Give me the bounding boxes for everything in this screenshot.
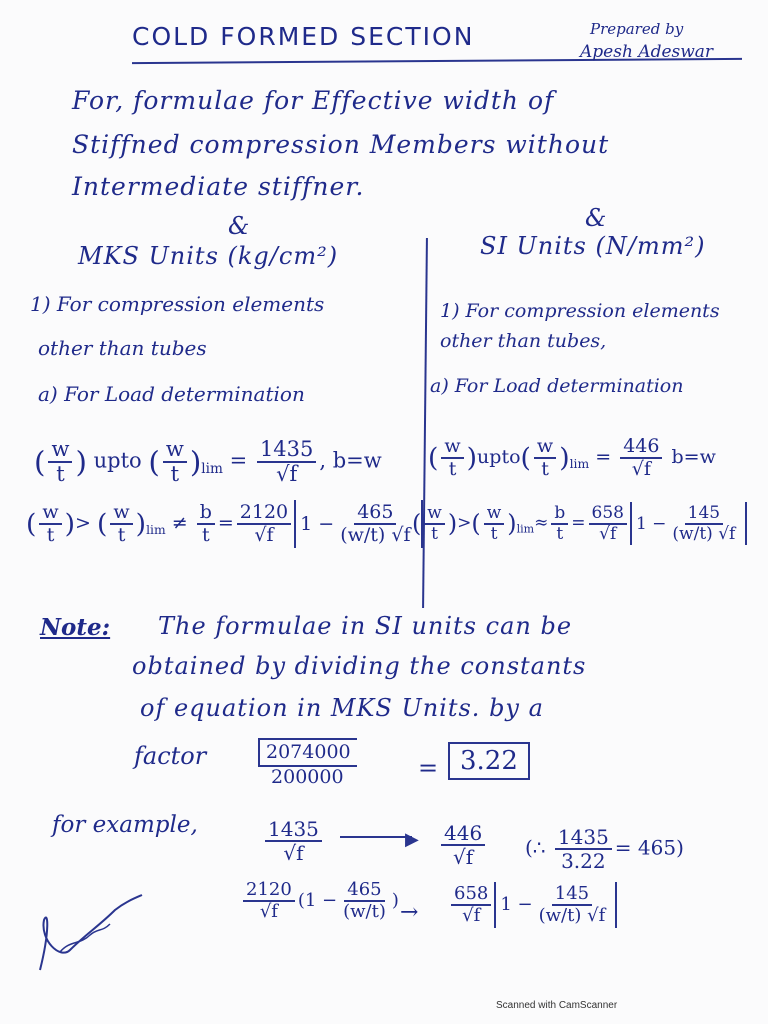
right-equation-1: ( $\frac{w}{t}$ )upto( $\frac{w}{t}$ )$_{lim}$ = $\frac{446}{√f}$ b=w: [428, 435, 716, 480]
eq-lim: lim: [569, 456, 590, 471]
note-line-3: of equation in MKS Units. by a: [140, 694, 544, 722]
left-item-1-line-2: other than tubes: [38, 336, 207, 360]
eq-tail: , b=w: [319, 448, 382, 473]
right-item-a: a) For Load determination: [430, 375, 684, 397]
eq-lim: lim: [516, 522, 535, 536]
author-name: Apesh Adeswar: [580, 42, 714, 62]
example-arrow-line: [340, 836, 412, 838]
eq-w: w: [163, 438, 187, 463]
eq-constant: 2120: [237, 502, 291, 525]
left-equation-1: ( $\frac{w}{t}$ ) upto ( $\frac{w}{t}$ )$_{lim}$ = $\frac{1435}{√f}$ , b=w: [34, 437, 382, 487]
arrow-right-icon: ▶: [405, 829, 419, 850]
eq-w: w: [39, 502, 61, 525]
right-equation-2: ( $\frac{w}{t}$ )>( $\frac{w}{t}$ )$_{lim}\approx$ $\frac{b}{t}$ = $\frac{658}{√f}$ 1 − $\frac{145}{(w/t) √f}$: [412, 502, 747, 545]
right-item-1-line-2: other than tubes,: [440, 330, 607, 352]
example-rhs2-constant: 658: [451, 884, 491, 906]
factor-label: factor: [134, 742, 207, 770]
eq-t: t: [448, 457, 457, 480]
prepared-by-label: Prepared by: [590, 20, 684, 38]
column-divider: [422, 238, 428, 608]
example-lhs-fraction: [265, 818, 322, 864]
example-check-result: = 465): [614, 835, 684, 860]
example-lhs2-den: (w/t): [343, 900, 386, 922]
eq-upto: upto: [93, 448, 142, 473]
note-line-2: obtained by dividing the constants: [132, 652, 587, 680]
mks-units-heading: MKS Units (kg/cm²): [78, 242, 339, 270]
example-check-num: 1435: [555, 826, 612, 850]
intro-line-2: Stiffned compression Members without: [72, 130, 610, 159]
eq-equals: =: [229, 448, 248, 473]
left-item-1-line-1: 1) For compression elements: [30, 292, 325, 316]
factor-result-box: 3.22: [448, 742, 530, 780]
example-rhs2-sqrt: √f: [462, 904, 481, 926]
eq-bracket: [294, 500, 422, 548]
example-rhs-fraction: [441, 822, 485, 868]
eq-t: t: [201, 523, 210, 546]
eq-t: t: [117, 523, 126, 546]
example-rhs2-num: 145: [552, 884, 592, 906]
example-check: [525, 826, 684, 872]
right-item-1-line-1: 1) For compression elements: [440, 300, 720, 322]
eq-numerator: 446: [620, 436, 662, 459]
note-heading: Note:: [40, 614, 111, 641]
intro-line-3: Intermediate stiffner.: [72, 172, 365, 201]
left-item-a: a) For Load determination: [38, 382, 305, 406]
eq-one-minus: 1 −: [635, 513, 667, 534]
factor-denominator: 200000: [271, 765, 344, 788]
eq-denominator: √f: [631, 457, 651, 480]
eq-numerator: 1435: [257, 438, 316, 463]
eq-upto: upto: [477, 445, 521, 468]
eq-tail: b=w: [671, 445, 716, 468]
eq-sqrt: √f: [599, 523, 617, 544]
example-check-prefix: (∴: [525, 835, 546, 860]
example-lhs2-num: 465: [344, 880, 384, 902]
eq-greater: >: [75, 511, 91, 534]
note-line-1: The formulae in SI units can be: [158, 612, 573, 640]
eq-equals: =: [595, 445, 612, 468]
example-label: for example,: [52, 812, 198, 838]
si-units-heading: SI Units (N/mm²): [480, 232, 706, 260]
eq-t: t: [170, 462, 180, 487]
eq-t: t: [490, 523, 498, 544]
example-rhs-den: √f: [453, 845, 474, 869]
example-lhs-num: 1435: [265, 818, 322, 842]
page-title: COLD FORMED SECTION: [132, 22, 475, 51]
example-rhs-2: [448, 882, 617, 928]
eq-numerator: 145: [685, 504, 723, 525]
eq-w: w: [534, 436, 556, 459]
factor-numerator: 2074000: [258, 738, 357, 767]
example-rhs-num: 446: [441, 822, 485, 846]
eq-denominator: √f: [276, 462, 298, 487]
ampersand-left: &: [228, 212, 250, 240]
eq-w: w: [48, 438, 72, 463]
eq-constant: 658: [589, 504, 627, 525]
factor-equals: =: [418, 754, 439, 782]
example-lhs-2: [240, 880, 399, 922]
eq-t: t: [56, 462, 65, 487]
eq-b: b: [551, 504, 568, 525]
eq-greater: >: [457, 513, 472, 534]
eq-t: t: [46, 523, 55, 546]
signature-icon: [30, 890, 150, 980]
eq-t: t: [541, 457, 549, 480]
eq-bracket: [630, 502, 747, 545]
example-lhs2-constant: 2120: [243, 880, 295, 902]
example-rhs2-den: (w/t) √f: [538, 904, 606, 926]
left-equation-2: ( $\frac{w}{t}$ )> ( $\frac{w}{t}$ )$_{lim}$ ≠ $\frac{b}{t}$ = $\frac{2120}{√f}$ 1 − $\frac{465}{(w/t) √f}$: [26, 500, 423, 548]
example-lhs-den: √f: [283, 841, 304, 865]
example-lhs2-sqrt: √f: [259, 900, 278, 922]
eq-t: t: [556, 523, 564, 544]
example-check-den: 3.22: [561, 849, 606, 873]
eq-denominator: (w/t) √f: [340, 523, 411, 546]
factor-fraction: [258, 738, 357, 788]
example-rhs2-bracket: [494, 882, 617, 928]
eq-t: t: [431, 523, 438, 544]
eq-lim: lim: [146, 522, 166, 537]
example-arrow-2: →: [400, 900, 419, 925]
eq-sqrt: √f: [254, 523, 274, 546]
eq-w: w: [110, 502, 132, 525]
intro-line-1: For, formulae for Effective width of: [72, 86, 555, 115]
scanner-watermark: Scanned with CamScanner: [496, 1000, 618, 1011]
example-lhs2-close: ): [391, 889, 399, 911]
eq-one-minus: 1 −: [300, 512, 335, 535]
eq-denominator: (w/t) √f: [672, 523, 736, 544]
eq-b: b: [197, 502, 215, 525]
example-lhs2-one-minus: (1 −: [297, 889, 338, 911]
eq-numerator: 465: [354, 502, 396, 525]
eq-w: w: [441, 436, 463, 459]
eq-lim: lim: [201, 461, 223, 478]
eq-w: w: [484, 504, 505, 525]
ampersand-right: &: [585, 204, 607, 232]
eq-w: w: [424, 504, 445, 525]
example-rhs2-one-minus: 1 −: [500, 894, 533, 916]
